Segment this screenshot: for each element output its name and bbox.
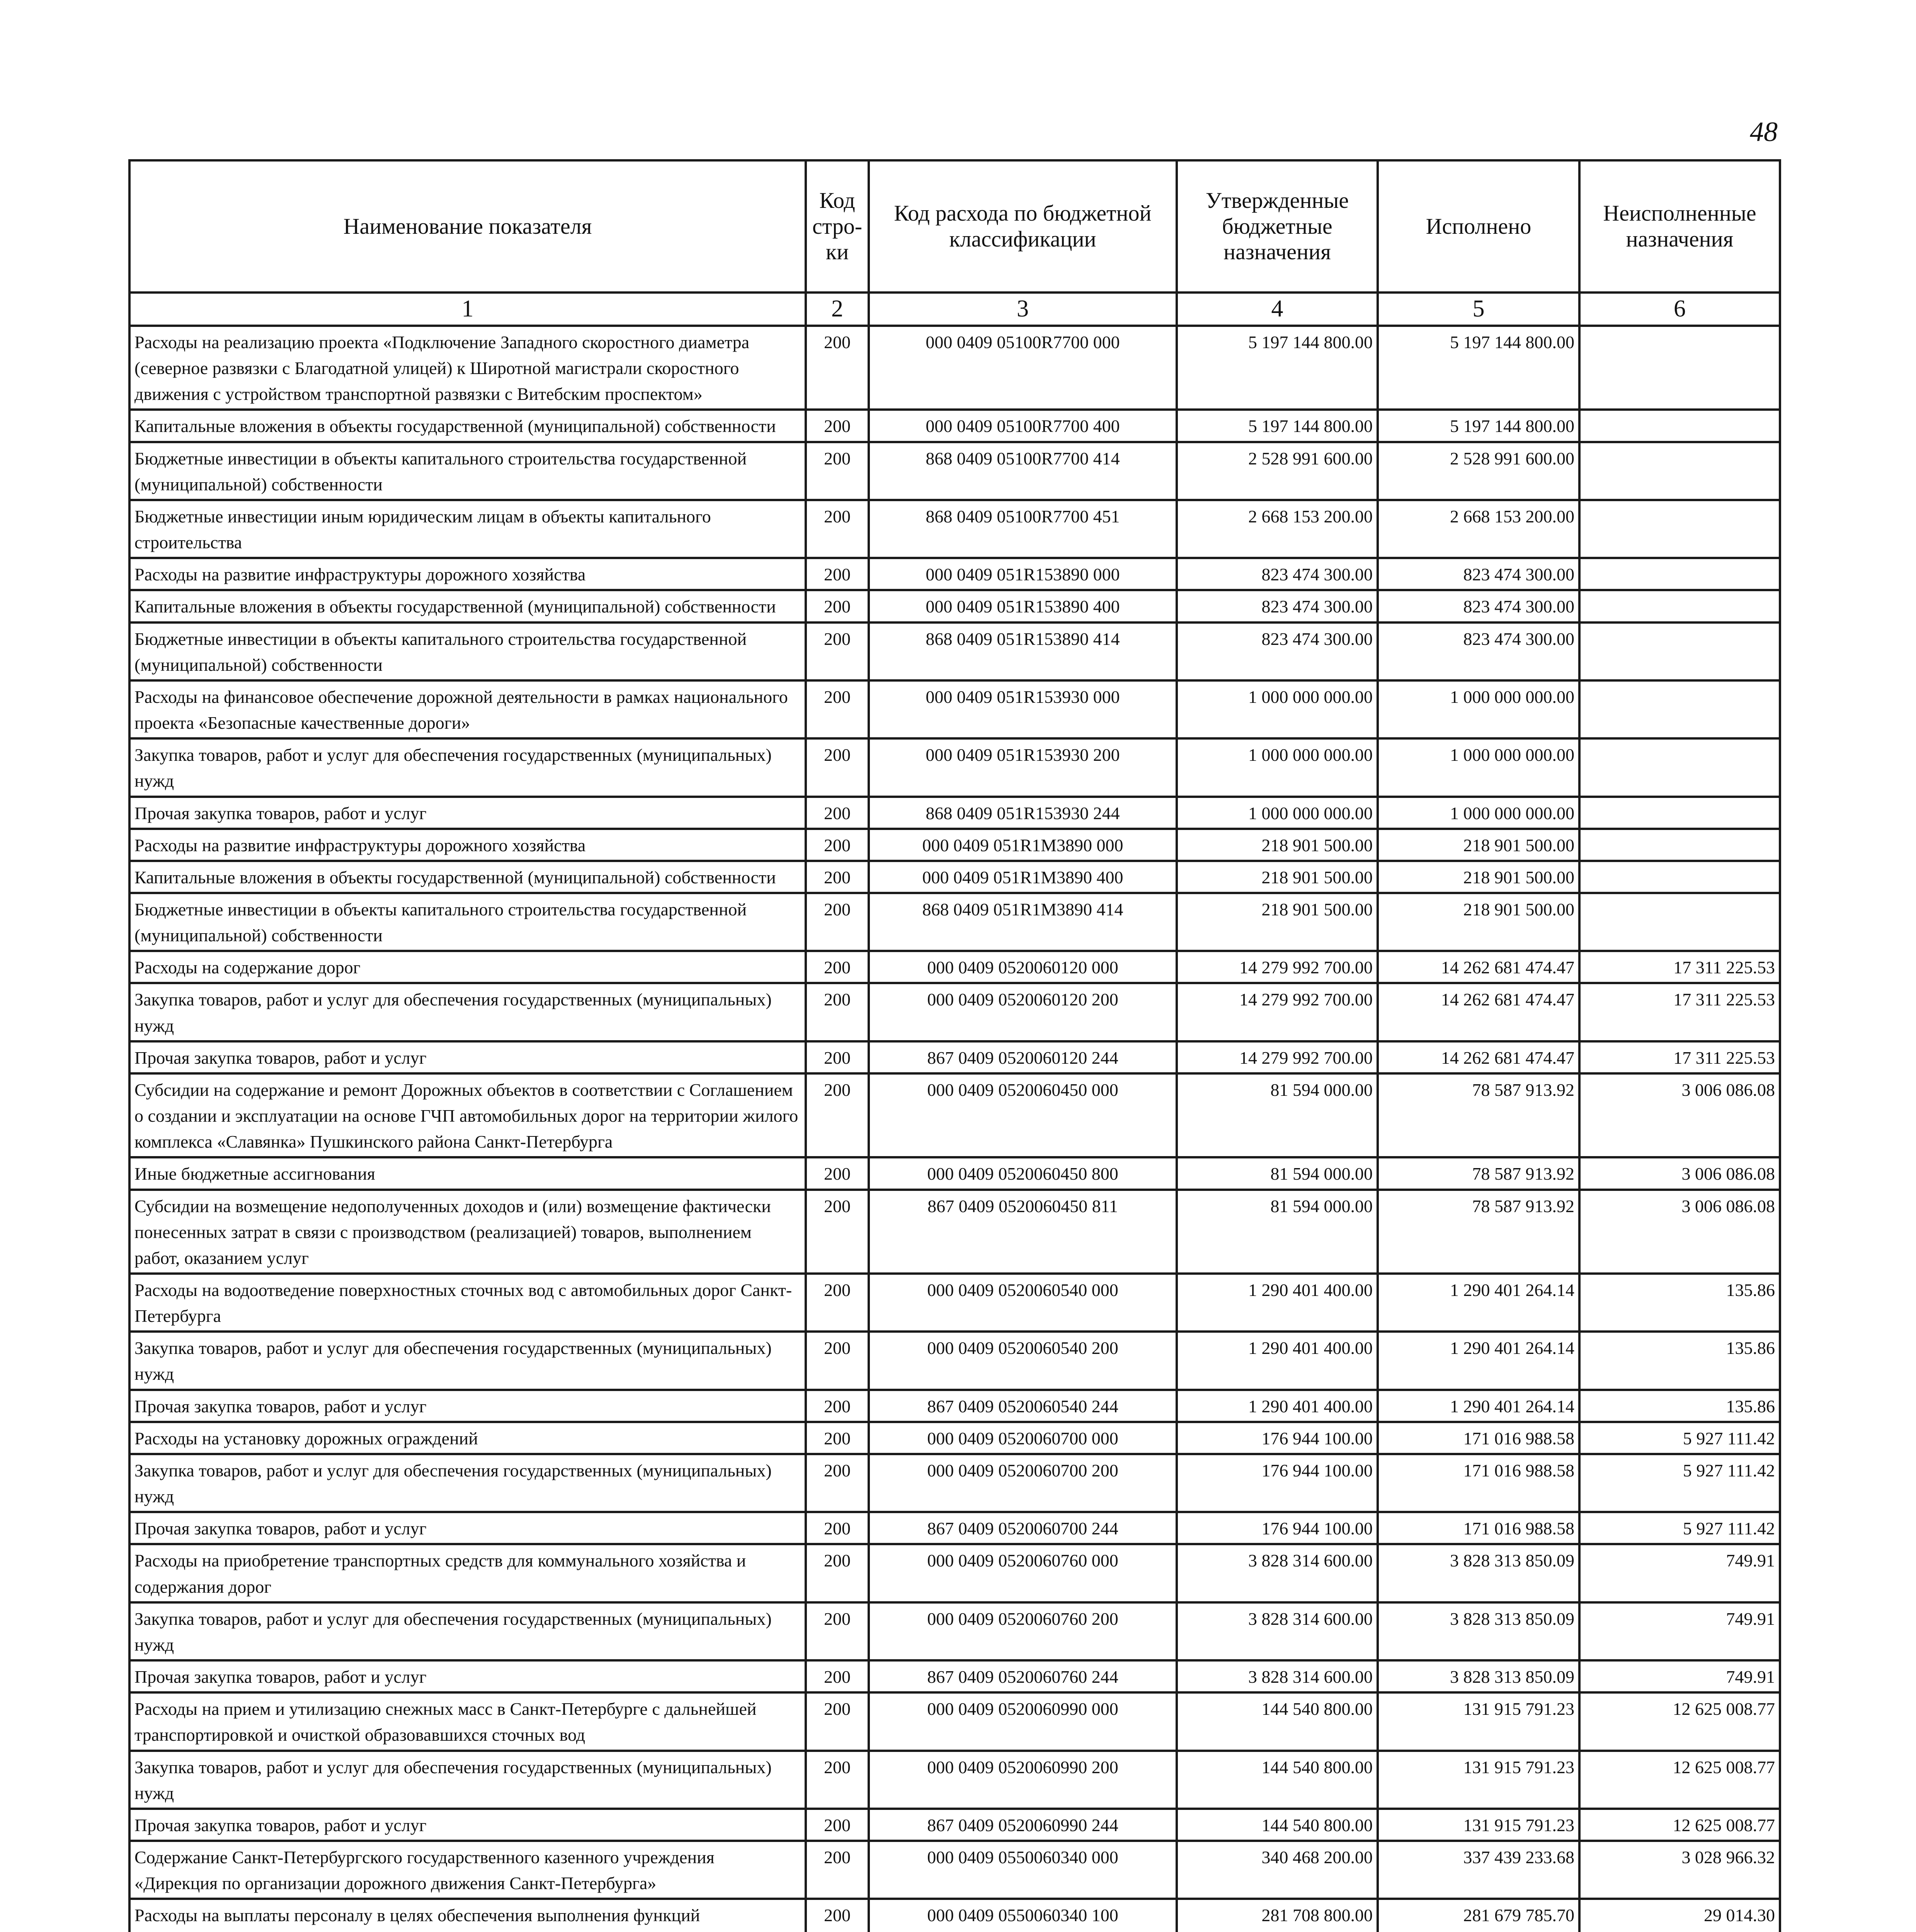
row-expense-code: 000 0409 0550060340 000 [869,1841,1177,1899]
table-row [129,1899,1780,1932]
row-unexecuted-amount: 12 625 008.77 [1579,1692,1780,1750]
row-line-code: 200 [806,1692,869,1750]
row-indicator-name: Капитальные вложения в объекты государственной (муниципальной) собственности [129,410,806,442]
row-expense-code: 000 0409 051R153890 400 [869,590,1177,622]
table-row [129,590,1780,622]
row-expense-code: 868 0409 05100R7700 414 [869,442,1177,500]
budget-table [128,159,1781,1932]
row-expense-code: 000 0409 0520060450 800 [869,1157,1177,1189]
row-indicator-name: Расходы на прием и утилизацию снежных масс в Санкт-Петербурге с дальнейшей транспортировкой и очисткой образовавшихся сточных вод [129,1692,806,1750]
row-approved-amount: 2 528 991 600.00 [1177,442,1378,500]
row-indicator-name: Капитальные вложения в объекты государственной (муниципальной) собственности [129,861,806,893]
row-unexecuted-amount: 5 927 111.42 [1579,1454,1780,1512]
row-executed-amount: 1 290 401 264.14 [1378,1332,1579,1389]
row-expense-code: 000 0409 051R153890 000 [869,558,1177,590]
row-approved-amount: 144 540 800.00 [1177,1692,1378,1750]
row-indicator-name: Расходы на водоотведение поверхностных сточных вод с автомобильных дорог Санкт-Петербурга [129,1274,806,1332]
header-row [129,160,1780,293]
row-expense-code: 000 0409 0520060540 200 [869,1332,1177,1389]
row-line-code: 200 [806,738,869,796]
row-indicator-name: Закупка товаров, работ и услуг для обеспечения государственных (муниципальных) нужд [129,1751,806,1809]
row-approved-amount: 3 828 314 600.00 [1177,1544,1378,1602]
row-executed-amount: 14 262 681 474.47 [1378,951,1579,983]
table-row [129,861,1780,893]
row-line-code: 200 [806,410,869,442]
row-approved-amount: 823 474 300.00 [1177,622,1378,680]
row-unexecuted-amount [1579,442,1780,500]
table-row [129,1660,1780,1692]
row-unexecuted-amount [1579,500,1780,558]
row-executed-amount: 218 901 500.00 [1378,829,1579,861]
column-number: 4 [1177,293,1378,326]
row-line-code: 200 [806,1544,869,1602]
row-executed-amount: 2 668 153 200.00 [1378,500,1579,558]
row-indicator-name: Прочая закупка товаров, работ и услуг [129,1041,806,1073]
row-line-code: 200 [806,680,869,738]
row-line-code: 200 [806,1751,869,1809]
row-unexecuted-amount: 3 006 086.08 [1579,1157,1780,1189]
row-line-code: 200 [806,1454,869,1512]
row-indicator-name: Расходы на развитие инфраструктуры дорожного хозяйства [129,558,806,590]
row-executed-amount: 131 915 791.23 [1378,1809,1579,1841]
row-expense-code: 868 0409 051R153890 414 [869,622,1177,680]
table-row [129,500,1780,558]
row-approved-amount: 1 000 000 000.00 [1177,797,1378,829]
row-unexecuted-amount: 5 927 111.42 [1579,1422,1780,1454]
row-executed-amount: 1 000 000 000.00 [1378,738,1579,796]
row-expense-code: 000 0409 051R1M3890 000 [869,829,1177,861]
row-unexecuted-amount [1579,738,1780,796]
row-expense-code: 000 0409 0520060120 200 [869,983,1177,1041]
row-executed-amount: 1 290 401 264.14 [1378,1390,1579,1422]
row-indicator-name: Прочая закупка товаров, работ и услуг [129,1512,806,1544]
row-approved-amount: 5 197 144 800.00 [1177,326,1378,410]
column-number: 2 [806,293,869,326]
row-approved-amount: 144 540 800.00 [1177,1809,1378,1841]
header-approved: Утвержденные бюджетные назначения [1177,160,1378,293]
row-line-code: 200 [806,500,869,558]
row-executed-amount: 3 828 313 850.09 [1378,1602,1579,1660]
row-expense-code: 000 0409 05100R7700 400 [869,410,1177,442]
row-expense-code: 000 0409 0520060990 200 [869,1751,1177,1809]
row-line-code: 200 [806,893,869,951]
row-expense-code: 000 0409 051R153930 000 [869,680,1177,738]
row-unexecuted-amount: 749.91 [1579,1660,1780,1692]
row-expense-code: 867 0409 0520060760 244 [869,1660,1177,1692]
table-row [129,1544,1780,1602]
column-number: 5 [1378,293,1579,326]
row-executed-amount: 3 828 313 850.09 [1378,1660,1579,1692]
row-indicator-name: Бюджетные инвестиции в объекты капитального строительства государственной (муниципальной) собственности [129,893,806,951]
row-unexecuted-amount [1579,861,1780,893]
row-executed-amount: 78 587 913.92 [1378,1157,1579,1189]
row-approved-amount: 1 000 000 000.00 [1177,738,1378,796]
header-executed: Исполнено [1378,160,1579,293]
row-line-code: 200 [806,1660,869,1692]
row-expense-code: 000 0409 0520060450 000 [869,1073,1177,1157]
row-approved-amount: 3 828 314 600.00 [1177,1602,1378,1660]
row-executed-amount: 823 474 300.00 [1378,590,1579,622]
row-approved-amount: 823 474 300.00 [1177,590,1378,622]
page-number: 48 [1750,116,1778,147]
row-line-code: 200 [806,1422,869,1454]
row-line-code: 200 [806,1073,869,1157]
row-expense-code: 000 0409 0520060700 000 [869,1422,1177,1454]
row-expense-code: 868 0409 05100R7700 451 [869,500,1177,558]
row-unexecuted-amount [1579,622,1780,680]
row-executed-amount: 823 474 300.00 [1378,558,1579,590]
row-line-code: 200 [806,983,869,1041]
row-indicator-name: Расходы на финансовое обеспечение дорожной деятельности в рамках национального проекта «Безопасные качественные дороги» [129,680,806,738]
row-approved-amount: 218 901 500.00 [1177,893,1378,951]
row-executed-amount: 14 262 681 474.47 [1378,983,1579,1041]
table-row [129,1041,1780,1073]
table-row [129,1390,1780,1422]
row-indicator-name: Бюджетные инвестиции иным юридическим лицам в объекты капитального строительства [129,500,806,558]
row-line-code: 200 [806,1157,869,1189]
table-row [129,1751,1780,1809]
table-row [129,558,1780,590]
row-expense-code: 000 0409 0520060990 000 [869,1692,1177,1750]
row-line-code: 200 [806,1809,869,1841]
row-line-code: 200 [806,1899,869,1932]
row-indicator-name: Расходы на приобретение транспортных средств для коммунального хозяйства и содержания дорог [129,1544,806,1602]
row-executed-amount: 1 000 000 000.00 [1378,680,1579,738]
table-row [129,951,1780,983]
row-indicator-name: Закупка товаров, работ и услуг для обеспечения государственных (муниципальных) нужд [129,1602,806,1660]
row-indicator-name: Расходы на содержание дорог [129,951,806,983]
row-expense-code: 000 0409 0520060760 200 [869,1602,1177,1660]
row-indicator-name: Бюджетные инвестиции в объекты капитального строительства государственной (муниципальной) собственности [129,622,806,680]
table-row [129,1190,1780,1274]
column-number: 3 [869,293,1177,326]
column-number: 1 [129,293,806,326]
row-executed-amount: 1 290 401 264.14 [1378,1274,1579,1332]
row-approved-amount: 218 901 500.00 [1177,829,1378,861]
row-line-code: 200 [806,558,869,590]
header-unexecuted: Неисполненные назначения [1579,160,1780,293]
row-approved-amount: 2 668 153 200.00 [1177,500,1378,558]
row-unexecuted-amount [1579,558,1780,590]
row-indicator-name: Прочая закупка товаров, работ и услуг [129,1660,806,1692]
header-expense-code: Код расхода по бюджетной классификации [869,160,1177,293]
table-row [129,1454,1780,1512]
row-indicator-name: Субсидии на возмещение недополученных доходов и (или) возмещение фактически понесенных затрат в связи с производством (реализацией) товаров, выполнением работ, оказанием услуг [129,1190,806,1274]
row-line-code: 200 [806,1512,869,1544]
row-approved-amount: 3 828 314 600.00 [1177,1660,1378,1692]
row-line-code: 200 [806,622,869,680]
table-row [129,893,1780,951]
table-row [129,829,1780,861]
row-unexecuted-amount: 12 625 008.77 [1579,1751,1780,1809]
table-row [129,622,1780,680]
row-line-code: 200 [806,442,869,500]
row-approved-amount: 176 944 100.00 [1177,1512,1378,1544]
table-row [129,1332,1780,1389]
column-number: 6 [1579,293,1780,326]
row-approved-amount: 14 279 992 700.00 [1177,1041,1378,1073]
row-approved-amount: 1 290 401 400.00 [1177,1274,1378,1332]
table-row [129,1512,1780,1544]
row-indicator-name: Расходы на развитие инфраструктуры дорожного хозяйства [129,829,806,861]
row-approved-amount: 81 594 000.00 [1177,1073,1378,1157]
table-body [129,326,1780,1932]
row-line-code: 200 [806,590,869,622]
row-expense-code: 000 0409 0520060120 000 [869,951,1177,983]
row-line-code: 200 [806,1602,869,1660]
row-executed-amount: 171 016 988.58 [1378,1512,1579,1544]
row-indicator-name: Бюджетные инвестиции в объекты капитального строительства государственной (муниципальной) собственности [129,442,806,500]
row-unexecuted-amount: 29 014.30 [1579,1899,1780,1932]
header-indicator-name: Наименование показателя [129,160,806,293]
row-approved-amount: 176 944 100.00 [1177,1454,1378,1512]
row-unexecuted-amount [1579,829,1780,861]
row-executed-amount: 2 528 991 600.00 [1378,442,1579,500]
row-approved-amount: 218 901 500.00 [1177,861,1378,893]
row-indicator-name: Закупка товаров, работ и услуг для обеспечения государственных (муниципальных) нужд [129,1332,806,1389]
table-row [129,1073,1780,1157]
row-executed-amount: 1 000 000 000.00 [1378,797,1579,829]
row-approved-amount: 144 540 800.00 [1177,1751,1378,1809]
row-expense-code: 000 0409 0520060760 000 [869,1544,1177,1602]
row-indicator-name: Прочая закупка товаров, работ и услуг [129,797,806,829]
row-indicator-name: Расходы на выплаты персоналу в целях обеспечения выполнения функций [129,1899,806,1932]
column-number-row [129,293,1780,326]
row-executed-amount: 5 197 144 800.00 [1378,410,1579,442]
row-expense-code: 867 0409 0520060700 244 [869,1512,1177,1544]
row-indicator-name: Расходы на установку дорожных ограждений [129,1422,806,1454]
row-line-code: 200 [806,1041,869,1073]
row-expense-code: 867 0409 0520060450 811 [869,1190,1177,1274]
row-expense-code: 000 0409 0520060540 000 [869,1274,1177,1332]
row-expense-code: 868 0409 051R153930 244 [869,797,1177,829]
row-line-code: 200 [806,1274,869,1332]
row-unexecuted-amount [1579,590,1780,622]
row-executed-amount: 14 262 681 474.47 [1378,1041,1579,1073]
row-approved-amount: 1 290 401 400.00 [1177,1332,1378,1389]
row-unexecuted-amount: 3 006 086.08 [1579,1073,1780,1157]
table-row [129,1841,1780,1899]
row-unexecuted-amount [1579,326,1780,410]
row-indicator-name: Иные бюджетные ассигнования [129,1157,806,1189]
row-approved-amount: 1 290 401 400.00 [1177,1390,1378,1422]
row-expense-code: 000 0409 0520060700 200 [869,1454,1177,1512]
table-row [129,1422,1780,1454]
row-executed-amount: 5 197 144 800.00 [1378,326,1579,410]
row-unexecuted-amount [1579,797,1780,829]
table-row [129,410,1780,442]
row-approved-amount: 81 594 000.00 [1177,1190,1378,1274]
row-unexecuted-amount: 3 028 966.32 [1579,1841,1780,1899]
row-unexecuted-amount: 135.86 [1579,1274,1780,1332]
row-expense-code: 868 0409 051R1M3890 414 [869,893,1177,951]
row-indicator-name: Расходы на реализацию проекта «Подключение Западного скоростного диаметра (северное развязки с Благодатной улицей) к Широтной магистрали скоростного движения с устройством транспортной развязки с Витебским проспектом» [129,326,806,410]
row-executed-amount: 337 439 233.68 [1378,1841,1579,1899]
row-expense-code: 000 0409 051R1M3890 400 [869,861,1177,893]
table-row [129,1602,1780,1660]
row-expense-code: 867 0409 0520060120 244 [869,1041,1177,1073]
table-row [129,1692,1780,1750]
row-indicator-name: Содержание Санкт-Петербургского государственного казенного учреждения «Дирекция по организации дорожного движения Санкт-Петербурга» [129,1841,806,1899]
row-unexecuted-amount: 5 927 111.42 [1579,1512,1780,1544]
row-line-code: 200 [806,861,869,893]
row-indicator-name: Закупка товаров, работ и услуг для обеспечения государственных (муниципальных) нужд [129,1454,806,1512]
row-approved-amount: 14 279 992 700.00 [1177,951,1378,983]
row-unexecuted-amount: 17 311 225.53 [1579,951,1780,983]
row-unexecuted-amount: 749.91 [1579,1602,1780,1660]
row-expense-code: 000 0409 051R153930 200 [869,738,1177,796]
row-indicator-name: Закупка товаров, работ и услуг для обеспечения государственных (муниципальных) нужд [129,983,806,1041]
row-approved-amount: 5 197 144 800.00 [1177,410,1378,442]
row-line-code: 200 [806,326,869,410]
row-unexecuted-amount: 749.91 [1579,1544,1780,1602]
row-approved-amount: 340 468 200.00 [1177,1841,1378,1899]
table-row [129,983,1780,1041]
table-row [129,1809,1780,1841]
row-executed-amount: 823 474 300.00 [1378,622,1579,680]
row-line-code: 200 [806,797,869,829]
row-executed-amount: 281 679 785.70 [1378,1899,1579,1932]
row-indicator-name: Прочая закупка товаров, работ и услуг [129,1390,806,1422]
row-unexecuted-amount [1579,893,1780,951]
row-approved-amount: 823 474 300.00 [1177,558,1378,590]
row-line-code: 200 [806,1332,869,1389]
row-unexecuted-amount: 135.86 [1579,1332,1780,1389]
row-executed-amount: 131 915 791.23 [1378,1751,1579,1809]
row-line-code: 200 [806,1190,869,1274]
row-unexecuted-amount: 17 311 225.53 [1579,983,1780,1041]
row-approved-amount: 176 944 100.00 [1177,1422,1378,1454]
row-executed-amount: 78 587 913.92 [1378,1073,1579,1157]
row-executed-amount: 171 016 988.58 [1378,1454,1579,1512]
row-indicator-name: Субсидии на содержание и ремонт Дорожных объектов в соответствии с Соглашением о создании и эксплуатации на основе ГЧП автомобильных дорог на территории жилого комплекса «Славянка» Пушкинского района Санкт-Петербурга [129,1073,806,1157]
row-expense-code: 867 0409 0520060990 244 [869,1809,1177,1841]
row-indicator-name: Капитальные вложения в объекты государственной (муниципальной) собственности [129,590,806,622]
row-expense-code: 867 0409 0520060540 244 [869,1390,1177,1422]
row-executed-amount: 78 587 913.92 [1378,1190,1579,1274]
table-row [129,797,1780,829]
row-executed-amount: 218 901 500.00 [1378,861,1579,893]
row-unexecuted-amount: 12 625 008.77 [1579,1809,1780,1841]
row-unexecuted-amount [1579,680,1780,738]
row-indicator-name: Прочая закупка товаров, работ и услуг [129,1809,806,1841]
row-unexecuted-amount: 17 311 225.53 [1579,1041,1780,1073]
row-unexecuted-amount: 3 006 086.08 [1579,1190,1780,1274]
row-executed-amount: 131 915 791.23 [1378,1692,1579,1750]
row-executed-amount: 218 901 500.00 [1378,893,1579,951]
header-line-code: Код стро-ки [806,160,869,293]
row-expense-code: 000 0409 0550060340 100 [869,1899,1177,1932]
table-row [129,326,1780,410]
row-line-code: 200 [806,1390,869,1422]
table-row [129,1274,1780,1332]
row-line-code: 200 [806,951,869,983]
row-approved-amount: 281 708 800.00 [1177,1899,1378,1932]
row-approved-amount: 1 000 000 000.00 [1177,680,1378,738]
row-line-code: 200 [806,1841,869,1899]
row-unexecuted-amount: 135.86 [1579,1390,1780,1422]
row-approved-amount: 14 279 992 700.00 [1177,983,1378,1041]
row-executed-amount: 3 828 313 850.09 [1378,1544,1579,1602]
table-row [129,1157,1780,1189]
row-unexecuted-amount [1579,410,1780,442]
table-row [129,738,1780,796]
row-approved-amount: 81 594 000.00 [1177,1157,1378,1189]
row-expense-code: 000 0409 05100R7700 000 [869,326,1177,410]
row-indicator-name: Закупка товаров, работ и услуг для обеспечения государственных (муниципальных) нужд [129,738,806,796]
row-executed-amount: 171 016 988.58 [1378,1422,1579,1454]
row-line-code: 200 [806,829,869,861]
table-row [129,680,1780,738]
table-row [129,442,1780,500]
